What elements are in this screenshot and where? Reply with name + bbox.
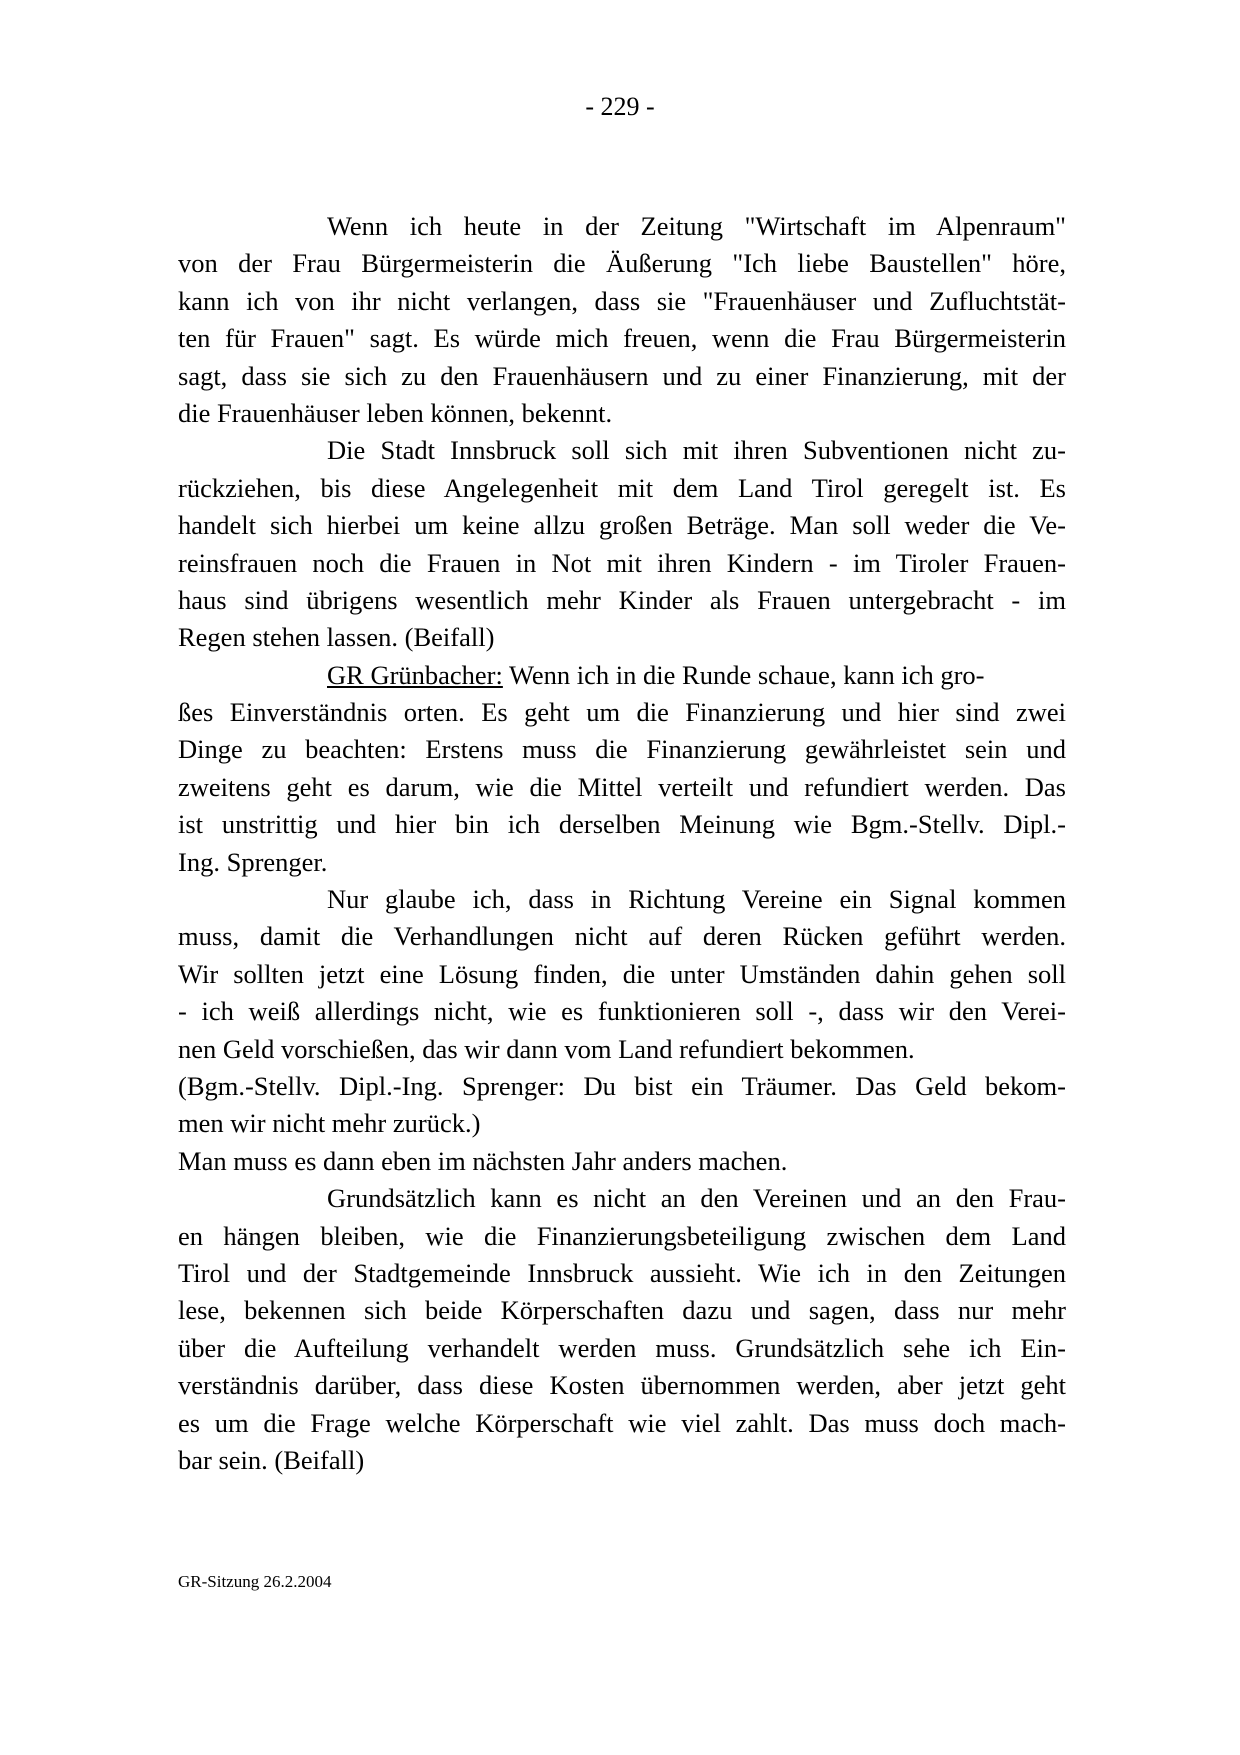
- speaker-text: Wenn ich in die Runde schaue, kann ich gro-: [502, 659, 985, 690]
- text-line: - ich weiß allerdings nicht, wie es funktionieren soll -, dass wir den Verei-: [178, 996, 1066, 1027]
- text-line: ßes Einverständnis orten. Es geht um die Finanzierung und hier sind zwei: [178, 697, 1066, 728]
- footer-session-date: GR-Sitzung 26.2.2004: [178, 1572, 332, 1591]
- text-line: Wenn ich heute in der Zeitung "Wirtschaft im Alpenraum": [327, 211, 1066, 241]
- interjection-line: (Bgm.-Stellv. Dipl.-Ing. Sprenger: Du bist ein Träumer. Das Geld bekom-: [178, 1070, 1066, 1101]
- text-line: Ing. Sprenger.: [178, 846, 328, 877]
- text-line: Regen stehen lassen. (Beifall): [178, 622, 495, 653]
- text-line: Grundsätzlich kann es nicht an den Vereinen und an den Frau-: [327, 1183, 1066, 1214]
- text-line: verständnis darüber, dass diese Kosten übernommen werden, aber jetzt geht: [178, 1370, 1066, 1401]
- speaker-line: [178, 657, 1066, 694]
- text-line: haus sind übrigens wesentlich mehr Kinder als Frauen untergebracht - im: [178, 584, 1066, 615]
- text-line: ist unstrittig und hier bin ich derselben Meinung wie Bgm.-Stellv. Dipl.-: [178, 809, 1066, 840]
- text-line: die Frauenhäuser leben können, bekennt.: [178, 397, 613, 428]
- text-line: Die Stadt Innsbruck soll sich mit ihren Subventionen nicht zu-: [327, 435, 1066, 466]
- text-line: nen Geld vorschießen, das wir dann vom Land refundiert bekommen.: [178, 1033, 915, 1064]
- text-line: Nur glaube ich, dass in Richtung Vereine ein Signal kommen: [327, 884, 1066, 915]
- text-line: sagt, dass sie sich zu den Frauenhäusern und zu einer Finanzierung, mit der: [178, 360, 1066, 391]
- text-line: lese, bekennen sich beide Körperschaften dazu und sagen, dass nur mehr: [178, 1295, 1066, 1326]
- text-line: es um die Frage welche Körperschaft wie viel zahlt. Das muss doch mach-: [178, 1407, 1066, 1438]
- text-line: muss, damit die Verhandlungen nicht auf deren Rücken geführt werden.: [178, 921, 1066, 952]
- text-line: rückziehen, bis diese Angelegenheit mit dem Land Tirol geregelt ist. Es: [178, 472, 1066, 503]
- text-line: Dinge zu beachten: Erstens muss die Finanzierung gewährleistet sein und: [178, 734, 1066, 765]
- text-line: reinsfrauen noch die Frauen in Not mit ihren Kindern - im Tiroler Frauen-: [178, 547, 1066, 578]
- page-number: - 229 -: [585, 92, 655, 121]
- text-line: über die Aufteilung verhandelt werden muss. Grundsätzlich sehe ich Ein-: [178, 1332, 1066, 1363]
- document-body: [178, 208, 1066, 1479]
- text-line: bar sein. (Beifall): [178, 1444, 365, 1475]
- text-line: von der Frau Bürgermeisterin die Äußerung "Ich liebe Baustellen" höre,: [178, 248, 1066, 279]
- interjection-line: men wir nicht mehr zurück.): [178, 1108, 481, 1139]
- text-line: handelt sich hierbei um keine allzu großen Beträge. Man soll weder die Ve-: [178, 510, 1066, 541]
- text-line: Tirol und der Stadtgemeinde Innsbruck aussieht. Wie ich in den Zeitungen: [178, 1257, 1066, 1288]
- text-line: en hängen bleiben, wie die Finanzierungsbeteiligung zwischen dem Land: [178, 1220, 1066, 1251]
- text-line: kann ich von ihr nicht verlangen, dass sie "Frauenhäuser und Zufluchtstät-: [178, 285, 1066, 316]
- text-line: Man muss es dann eben im nächsten Jahr anders machen.: [178, 1145, 788, 1176]
- text-line: zweitens geht es darum, wie die Mittel verteilt und refundiert werden. Das: [178, 771, 1066, 802]
- speaker-name: GR Grünbacher:: [327, 659, 503, 690]
- text-line: ten für Frauen" sagt. Es würde mich freuen, wenn die Frau Bürgermeisterin: [178, 323, 1066, 354]
- text-line: Wir sollten jetzt eine Lösung finden, die unter Umständen dahin gehen soll: [178, 958, 1066, 989]
